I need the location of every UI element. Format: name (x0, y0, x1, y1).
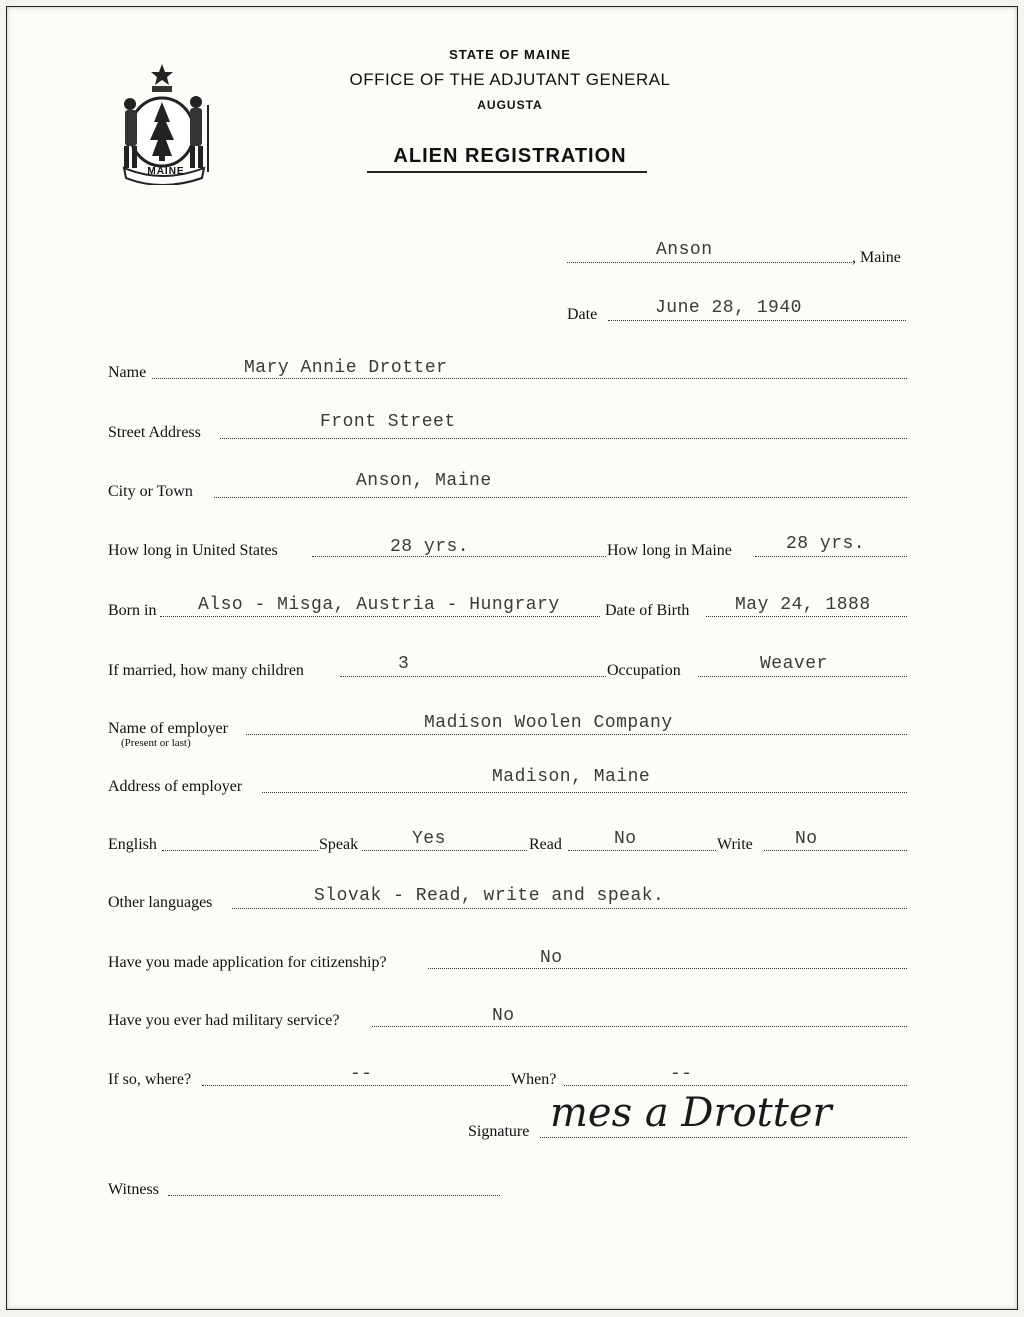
other-languages-line (232, 908, 907, 909)
where-line (202, 1085, 510, 1086)
read-line (568, 850, 716, 851)
when-value: -- (670, 1064, 693, 1084)
read-value: No (614, 829, 637, 849)
when-line (564, 1085, 907, 1086)
speak-line (362, 850, 527, 851)
maine-years-label: How long in Maine (607, 542, 732, 559)
signature-handwriting: mes a Drotter (550, 1090, 832, 1136)
children-label: If married, how many children (108, 662, 304, 679)
speak-label: Speak (319, 836, 359, 853)
city-line (214, 497, 907, 498)
occupation-value: Weaver (760, 654, 828, 674)
header-city: AUGUSTA (477, 98, 543, 112)
header-state: STATE OF MAINE (449, 47, 571, 62)
employer-address-value: Madison, Maine (492, 767, 651, 787)
form-title: ALIEN REGISTRATION (393, 145, 627, 167)
signature-line (540, 1137, 907, 1138)
read-label: Read (529, 836, 562, 853)
city-value: Anson, Maine (356, 471, 492, 491)
born-label: Born in (108, 602, 157, 619)
speak-value: Yes (412, 829, 446, 849)
english-line (162, 850, 318, 851)
town-line (567, 262, 852, 263)
street-label: Street Address (108, 424, 201, 441)
write-value: No (795, 829, 818, 849)
date-line (608, 320, 906, 321)
where-value: -- (350, 1064, 373, 1084)
occupation-line (698, 676, 907, 677)
city-label: City or Town (108, 483, 193, 500)
town-state-label: , Maine (852, 249, 901, 266)
children-line (340, 676, 606, 677)
employer-line (246, 734, 907, 735)
header-office: OFFICE OF THE ADJUTANT GENERAL (349, 70, 671, 89)
maine-years-value: 28 yrs. (786, 534, 866, 554)
signature-label: Signature (468, 1123, 530, 1140)
english-label: English (108, 836, 157, 853)
title-underline (367, 171, 647, 173)
employer-address-line (262, 792, 907, 793)
dob-line (706, 616, 907, 617)
other-languages-label: Other languages (108, 894, 213, 911)
children-value: 3 (398, 654, 410, 674)
write-line (764, 850, 907, 851)
date-value: June 28, 1940 (655, 298, 802, 318)
witness-line (168, 1195, 500, 1196)
military-label: Have you ever had military service? (108, 1012, 340, 1029)
employer-address-label: Address of employer (108, 778, 243, 795)
document-page (6, 6, 1018, 1310)
maine-years-line (755, 556, 907, 557)
employer-label: Name of employer (108, 720, 228, 737)
dob-label: Date of Birth (605, 602, 690, 619)
occupation-label: Occupation (607, 662, 681, 679)
employer-sublabel: (Present or last) (121, 737, 191, 749)
us-years-value: 28 yrs. (390, 537, 470, 557)
town-value: Anson (656, 240, 713, 260)
military-value: No (492, 1006, 515, 1026)
seal-banner-text: MAINE (147, 166, 185, 177)
military-line (372, 1026, 907, 1027)
write-label: Write (717, 836, 753, 853)
citizenship-value: No (540, 948, 563, 968)
witness-label: Witness (108, 1181, 159, 1198)
street-value: Front Street (320, 412, 456, 432)
citizenship-line (428, 968, 907, 969)
street-line (220, 438, 907, 439)
name-line (152, 378, 907, 379)
born-value: Also - Misga, Austria - Hungrary (198, 595, 560, 615)
other-languages-value: Slovak - Read, write and speak. (314, 886, 665, 906)
employer-value: Madison Woolen Company (424, 713, 673, 733)
name-value: Mary Annie Drotter (244, 358, 448, 378)
date-label: Date (567, 306, 598, 323)
us-years-label: How long in United States (108, 542, 278, 559)
born-line (160, 616, 600, 617)
name-label: Name (108, 364, 147, 381)
dob-value: May 24, 1888 (735, 595, 871, 615)
when-label: When? (511, 1071, 557, 1088)
citizenship-label: Have you made application for citizenship? (108, 954, 387, 971)
where-label: If so, where? (108, 1071, 192, 1088)
